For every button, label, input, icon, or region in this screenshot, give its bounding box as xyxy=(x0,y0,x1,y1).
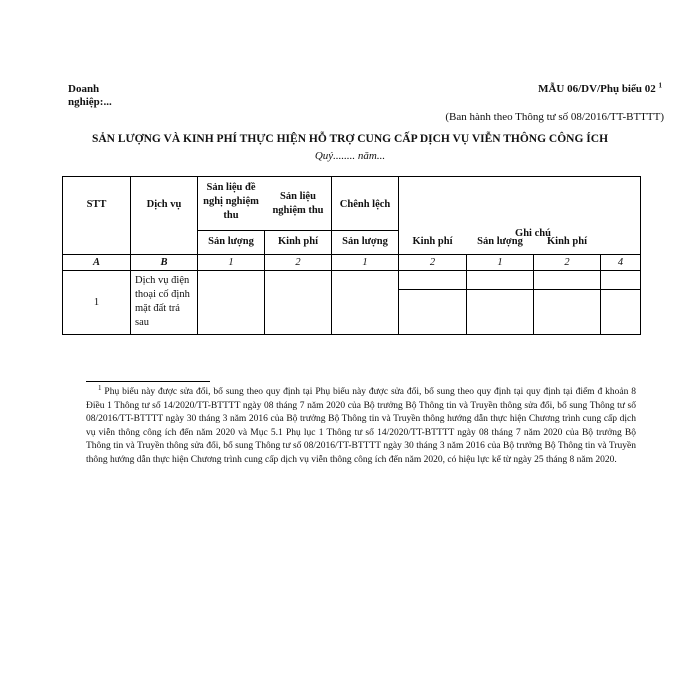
footnote-separator xyxy=(86,381,210,382)
index-2c: 2 xyxy=(564,257,570,268)
index-2b: 2 xyxy=(429,257,436,268)
subheader-output-2: Sản lượng xyxy=(342,236,388,247)
report-period: Quý........ năm... xyxy=(314,150,386,162)
row-service: Dịch vụ điện thoại cố định mặt đất trả sau xyxy=(135,275,190,328)
subheader-cost-2: Kinh phí xyxy=(412,236,453,247)
header-stt: STT xyxy=(86,199,107,210)
page-title: SẢN LƯỢNG VÀ KINH PHÍ THỰC HIỆN HỖ TRỢ CUNG CẤP DỊCH VỤ VIỄN THÔNG CÔNG ÍCH xyxy=(91,133,609,145)
header-accepted: Sản liệu nghiệm thu xyxy=(272,191,324,216)
index-1b: 1 xyxy=(362,257,368,268)
row-stt: 1 xyxy=(93,297,100,308)
index-1a: 1 xyxy=(228,257,234,268)
company-label: Doanh nghiệp:... xyxy=(68,83,112,108)
index-b: B xyxy=(160,257,168,268)
subheader-cost-3: Kinh phí xyxy=(547,236,587,247)
header-proposed: Sản liệu đề nghị nghiệm thu xyxy=(203,182,259,221)
footnote-marker: 1 xyxy=(98,383,102,392)
header-difference: Chênh lệch xyxy=(339,199,391,210)
footnote xyxy=(86,383,637,467)
issued-by-note: (Ban hành theo Thông tư số 08/2016/TT-BTTTT) xyxy=(445,111,664,123)
index-a: A xyxy=(92,257,100,268)
header-service: Dịch vụ xyxy=(146,199,182,210)
subheader-cost-1: Kinh phí xyxy=(278,236,318,247)
index-1c: 1 xyxy=(497,257,503,268)
subheader-output-1: Sản lượng xyxy=(208,236,254,247)
footnote-ref: 1 xyxy=(658,81,662,90)
header-notes: Ghi chú xyxy=(515,228,551,239)
index-2a: 2 xyxy=(295,257,301,268)
index-4: 4 xyxy=(617,257,624,268)
subheader-output-3: Sản lượng xyxy=(477,236,523,247)
footnote-text: Phụ biểu này được sửa đổi, bổ sung theo quy định tại Phụ biểu này được sửa đổi, bổ sung theo quy định tại quy định tại điểm đ khoản 8 Điều 1 Thông tư số 14/2020/TT-BTTTT ngày 08 tháng 7 năm 2020 của Bộ trưởng Bộ Thông tin và Truyền thông sửa đổi, bổ sung Thông tư số 08/2016/TT-BTTTT ngày 30 tháng 3 năm 2016 của Bộ trưởng Bộ Thông tin và Truyền thông hướng dẫn thực hiện Chương trình cung cấp dịch vụ viễn thông công ích đến năm 2020 và Mục 5.1 Phụ lục 1 Thông tư số 14/2020/TT-BTTTT ngày 08 tháng 7 năm 2020 của Bộ trưởng Bộ Thông tin và Truyền thông sửa đổi, bổ sung Thông tư số 08/2016/TT-BTTTT ngày 30 tháng 3 năm 2016 của Bộ trưởng Bộ Thông tin và Truyền thông hướng dẫn thực hiện Chương trình cung cấp dịch vụ viễn thông công ích đến năm 2020, có hiệu lực kể từ ngày 25 tháng 8 năm 2020. xyxy=(86,387,637,465)
form-code-text: MẪU 06/DV/Phụ biểu 02 xyxy=(538,83,656,95)
